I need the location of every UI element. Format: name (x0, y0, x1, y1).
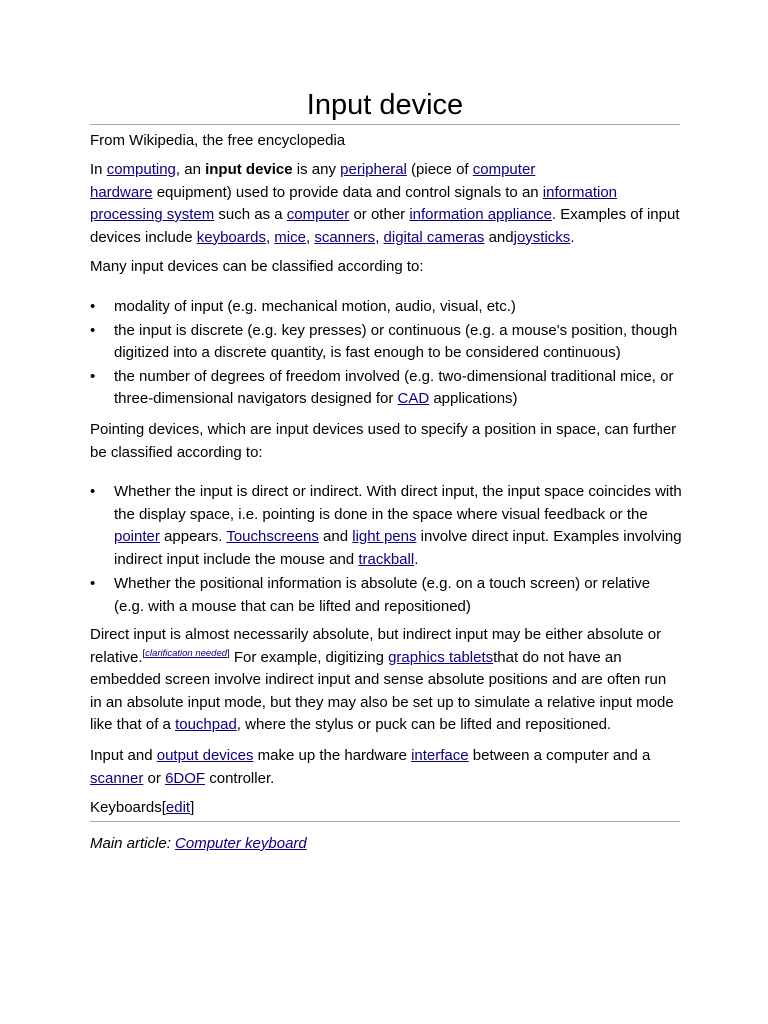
list-item: • the number of degrees of freedom involved (e.g. two-dimensional traditional mice, or three-dimensional navigators designed for CAD applications) (90, 366, 682, 411)
link-touchscreens[interactable]: Touchscreens (226, 528, 319, 545)
link-scanners[interactable]: scanners (314, 228, 376, 246)
intro-paragraph (90, 159, 682, 249)
link-output-devices[interactable]: output devices (156, 747, 254, 764)
section-title: Keyboards (90, 799, 162, 816)
link-scanner[interactable]: scanner (90, 769, 144, 787)
clarification-note: [clarification needed] (142, 647, 230, 659)
link-6dof[interactable]: 6DOF (165, 769, 206, 787)
link-mice[interactable]: mice (274, 228, 306, 246)
link-computer-hardware-part2[interactable]: hardware (90, 183, 153, 201)
page-title: Input device (306, 89, 464, 121)
section-divider (90, 821, 680, 822)
tagline: From Wikipedia, the free encyclopedia (90, 132, 346, 149)
link-computer-hardware-part1[interactable]: computer (472, 161, 536, 178)
list-item: • Whether the positional information is absolute (e.g. on a touch screen) or relative (e.g. with a mouse that can be lifted and repositioned) (90, 573, 682, 618)
intro-line-3-4: processing system such as a computer or other information appliance. Examples of input devices include keyboards, mice, scanners, digital cameras andjoysticks. (90, 206, 680, 246)
link-pointer[interactable]: pointer (114, 528, 160, 545)
classification-intro: Many input devices can be classified according to: (90, 258, 424, 275)
section-heading: Keyboards[edit] (90, 799, 195, 816)
direct-input-paragraph: Direct input is almost necessarily absolute, but indirect input may be either absolute or relative.[clarification needed] For example, digitizing graphics tabletsthat do not have an embedded screen involve indirect input and sense absolute positions and are often run in an absolute input mode, but they may also be set up to simulate a relative input mode like that of a touchpad, where the stylus or puck can be lifted and repositioned. (90, 626, 674, 733)
list-item: • Whether the input is direct or indirect. With direct input, the input space coincides with the display space, i.e. pointing is done in the space where visual feedback or the pointer appears. Touchscreens and light pens involve direct input. Examples involving indirect input include the mouse and trackball. (90, 481, 682, 571)
link-touchpad[interactable]: touchpad (175, 716, 237, 733)
list-item: • modality of input (e.g. mechanical motion, audio, visual, etc.) (90, 296, 682, 319)
link-light-pens[interactable]: light pens (352, 528, 417, 545)
link-peripheral[interactable]: peripheral (340, 161, 407, 178)
link-computing[interactable]: computing (106, 161, 176, 178)
link-information-processing-part1[interactable]: information (542, 183, 617, 201)
list-item: • the input is discrete (e.g. key presses) or continuous (e.g. a mouse's position, though digitized into a discrete quantity, is fast enough to be considered continuous) (90, 320, 682, 365)
io-paragraph: Input and output devices make up the hardware interface between a computer and a scanner or 6DOF controller. (90, 747, 651, 787)
pointing-devices-paragraph: Pointing devices, which are input devices used to specify a position in space, can further be classified according to: (90, 421, 677, 461)
intro-line-2: hardware equipment) used to provide data and control signals to an information (90, 183, 617, 201)
link-interface[interactable]: interface (411, 747, 469, 764)
link-information-processing-part2[interactable]: processing system (90, 206, 215, 223)
link-cad[interactable]: CAD (397, 390, 430, 407)
link-clarification-needed[interactable]: clarification needed (145, 647, 228, 659)
link-computer[interactable]: computer (286, 206, 350, 223)
intro-line-1: In computing, an input device is any peripheral (piece of computer (90, 161, 536, 178)
link-digital-cameras[interactable]: digital cameras (383, 228, 485, 246)
link-information-appliance[interactable]: information appliance (409, 206, 552, 223)
edit-section-link[interactable]: edit (165, 799, 191, 816)
link-trackball[interactable]: trackball (358, 550, 415, 568)
title-divider (90, 124, 680, 125)
link-graphics-tablets[interactable]: graphics tablets (388, 648, 494, 666)
link-computer-keyboard[interactable]: Computer keyboard (175, 835, 307, 852)
link-keyboards[interactable]: keyboards (196, 228, 266, 246)
pointing-list (90, 481, 682, 618)
link-joysticks[interactable]: joysticks (513, 228, 571, 246)
bold-term: input device (205, 161, 293, 178)
classification-list (90, 296, 682, 411)
main-article-hatnote: Main article: Computer keyboard (90, 835, 307, 852)
